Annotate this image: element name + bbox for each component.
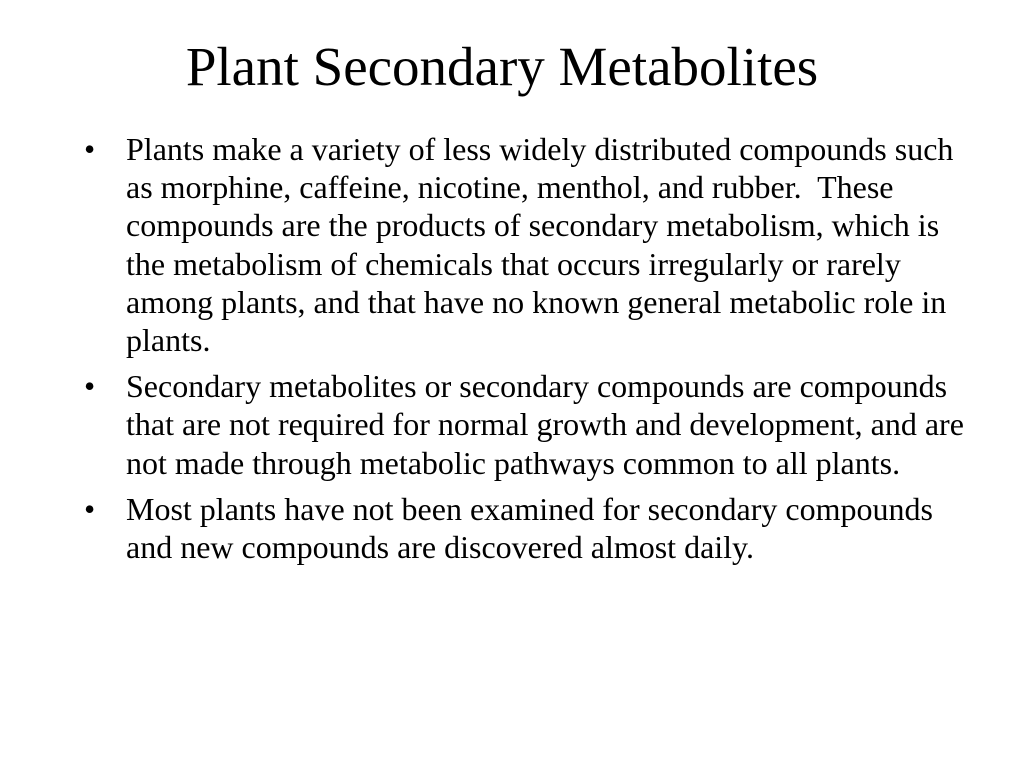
bullet-text: Most plants have not been examined for secondary compounds and new compounds are discovered almost daily. <box>126 490 933 566</box>
bullet-item <box>84 367 964 482</box>
bullet-dot-icon: • <box>84 131 96 167</box>
slide-title: Plant Secondary Metabolites <box>185 36 819 97</box>
bullet-item <box>84 490 964 566</box>
bullet-text: Secondary metabolites or secondary compounds are compounds that are not required for normal growth and development, and are not made through metabolic pathways common to all plants. <box>126 368 964 481</box>
bullet-text: Plants make a variety of less widely distributed compounds such as morphine, caffeine, nicotine, menthol, and rubber. These compounds are the products of secondary metabolism, which is the metabolism of chemicals that occurs irregularly or rarely among plants, and that have no known general metabolic role in plants. <box>126 131 962 359</box>
bullet-item <box>84 130 964 359</box>
bullet-list <box>84 130 964 574</box>
bullet-dot-icon: • <box>84 490 96 527</box>
bullet-dot-icon: • <box>84 368 96 405</box>
